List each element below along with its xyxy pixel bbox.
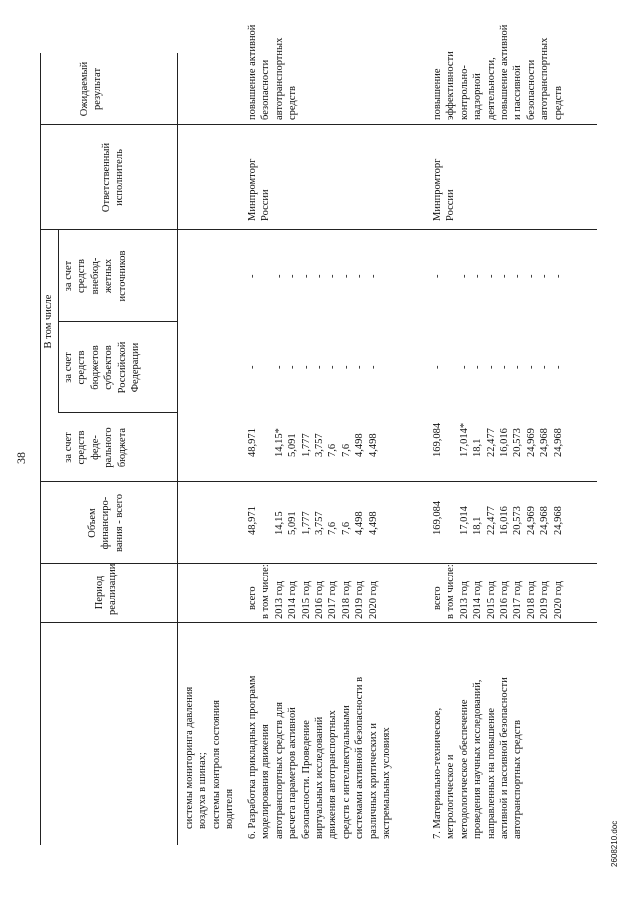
row7-description: 7. Материально-техническое, метрологическое и методологическое обеспечение проведения научных исследований, направленных на повышение активной и пассивной безопасности автотранспортных средств (432, 677, 524, 839)
continuation-text: системы мониторинга давления воздуха в шинах; системы контроля состояния водителя (184, 686, 236, 829)
row6-periods: всего в том числе: 2013 год 2014 год 2015 год 2016 год 2017 год 2018 год 2019 год 2020 год (247, 564, 379, 619)
page-number: 38 (14, 452, 28, 464)
header-offbudget: за счет средств внебюд- жетных источников (63, 250, 128, 302)
table-top-border (40, 53, 41, 845)
row6-result: повышение активной безопасности автотранспортных средств (247, 24, 299, 120)
header-period: Период реализации (94, 563, 119, 615)
col-divider-1 (40, 622, 597, 623)
header-volume: Объем финансиро- вания - всего (87, 494, 125, 552)
col-divider-5 (58, 321, 177, 322)
header-executor: Ответственный исполнитель (101, 142, 126, 213)
row6-regional: - - - - - - - - - (247, 365, 379, 369)
row7-periods: всего в том числе: 2013 год 2014 год 2015 год 2016 год 2017 год 2018 год 2019 год 2020 год (432, 564, 564, 619)
row6-description: 6. Разработка прикладных программ моделирования движения автотранспортных средств для расчета параметров активной безопасности. Проведение виртуальных исследований движения автотранспортных средств с интеллектуальными системами активной безопасности в различных критических и экстремальных условиях (247, 675, 392, 839)
footer-file-ref: 2608210.doc (610, 820, 619, 867)
row7-offbudget: - - - - - - - - - (432, 274, 564, 278)
header-result: Ожидаемый результат (79, 61, 104, 117)
row6-volume: 48,971 14,15 5,091 1,777 3,757 7,6 7,6 4,498 4,498 (247, 506, 379, 535)
row7-federal: 169,084 17,014* 18,1 22,477 16,016 20,573 24,969 24,968 24,968 (432, 422, 564, 457)
col-divider-3 (40, 481, 597, 482)
row7-executor: Минпромторг России (432, 158, 457, 221)
row6-federal: 48,971 14,15* 5,091 1,777 3,757 7,6 7,6 4,498 4,498 (247, 428, 379, 457)
row7-regional: - - - - - - - - - (432, 365, 564, 369)
col-divider-7 (40, 124, 597, 125)
header-bottom-border (177, 53, 178, 845)
row6-offbudget: - - - - - - - - - (247, 274, 379, 278)
col-divider-4 (58, 412, 177, 413)
col-divider-6 (40, 229, 597, 230)
row6-executor: Минпромторг России (247, 158, 272, 221)
header-federal: за счет средств феде- рального бюджета (63, 427, 128, 468)
row7-volume: 169,084 17,014 18,1 22,477 16,016 20,573 24,969 24,968 24,968 (432, 500, 564, 535)
header-regional: за счет средств бюджетов субъектов Российской Федерации (63, 341, 141, 394)
row7-result: повышение эффективности контрольно- надзорной деятельности, повышение активной и пассивной безопасности автотранспортных средств (432, 24, 564, 120)
header-incl: В том числе (43, 294, 54, 349)
